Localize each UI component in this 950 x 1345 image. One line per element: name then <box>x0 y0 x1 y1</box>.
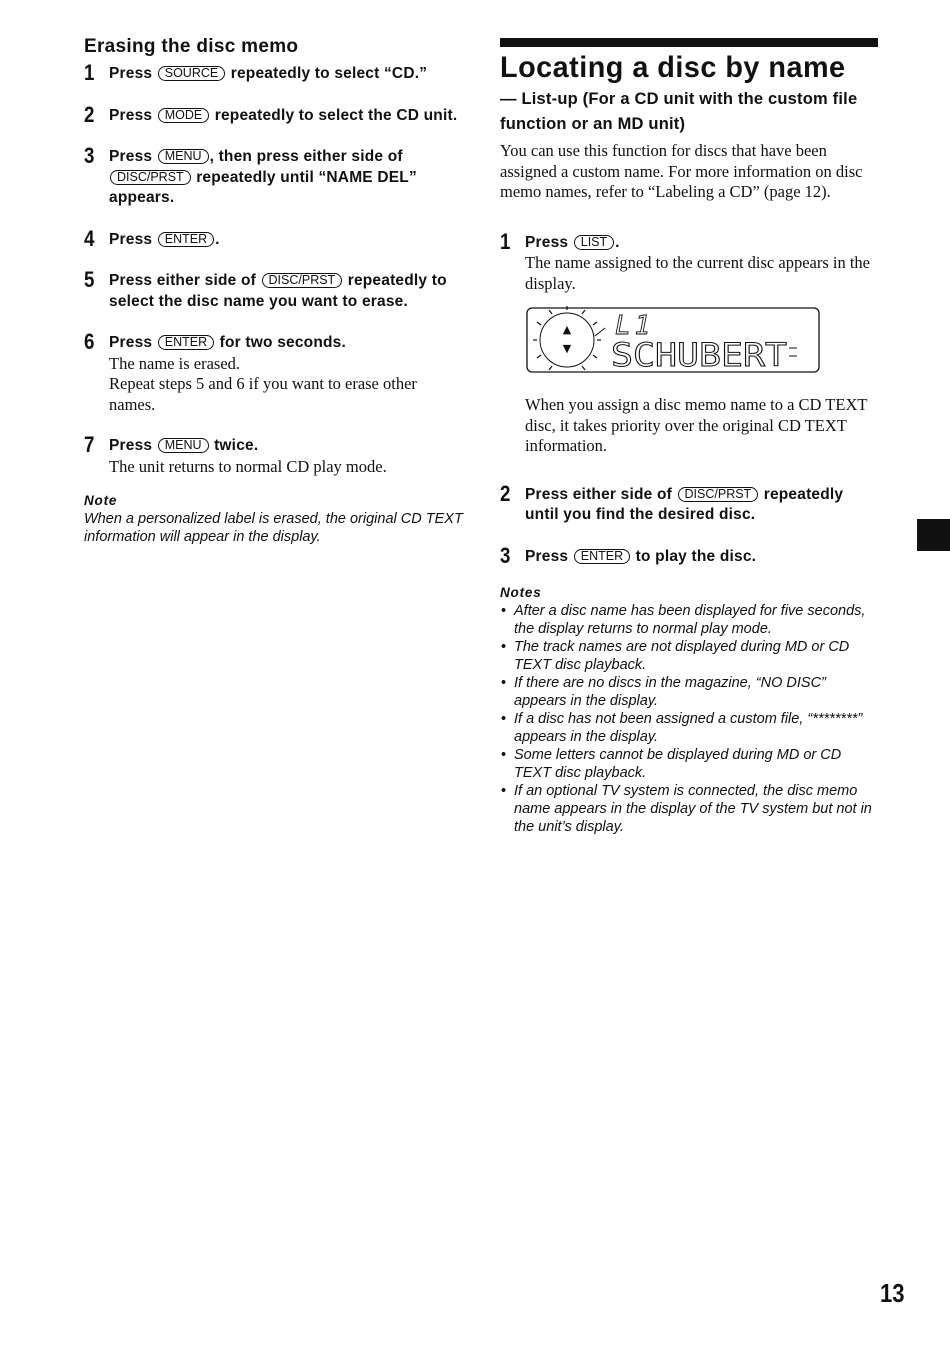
step-number: 4 <box>84 225 95 251</box>
right-step-2 <box>500 480 878 526</box>
left-step-4 <box>84 225 464 251</box>
menu-key: MENU <box>158 149 209 164</box>
step-body-text: The unit returns to normal CD play mode. <box>109 456 387 476</box>
step-instruction: Press SOURCE repeatedly to select “CD.” <box>109 65 428 82</box>
note-item: • If a disc has not been assigned a custom file, “********” appears in the display. <box>500 710 878 746</box>
source-key: SOURCE <box>158 66 225 81</box>
step-instruction: Press ENTER to play the disc. <box>525 547 757 565</box>
lcd-display-illustration <box>525 306 821 374</box>
section-title-erasing: Erasing the disc memo <box>84 36 299 57</box>
right-step-1 <box>500 228 878 457</box>
note-item: • If an optional TV system is connected, the disc memo name appears in the display of the TV system but not in the unit’s display. <box>500 782 878 836</box>
left-step-3 <box>84 143 464 209</box>
step-number: 1 <box>84 60 95 85</box>
note-item: • After a disc name has been displayed for five seconds, the display returns to normal play mode. <box>500 602 878 638</box>
note-item: • The track names are not displayed during MD or CD TEXT disc playback. <box>500 638 878 674</box>
step-body-text: Repeat steps 5 and 6 if you want to erase other names. <box>109 374 417 414</box>
list-key: LIST <box>574 235 614 250</box>
up-arrow-icon: ▲ <box>562 323 572 336</box>
disc-prst-key: DISC/PRST <box>678 487 759 502</box>
left-step-6 <box>84 329 464 415</box>
step-number: 6 <box>84 329 95 354</box>
step-instruction: Press either side of DISC/PRST repeatedly to select the disc name you want to erase. <box>109 272 447 310</box>
step-number: 2 <box>84 101 95 127</box>
left-step-7 <box>84 432 464 477</box>
step-instruction: Press ENTER for two seconds. <box>109 334 346 351</box>
enter-key: ENTER <box>158 335 214 350</box>
notes-list <box>500 602 878 836</box>
lcd-line-2: SCHUBERT <box>611 336 787 374</box>
section-tab-marker <box>917 519 950 551</box>
step-instruction: Press MENU , then press either side of DISC/PRST repeatedly until “NAME DEL” appears. <box>109 148 417 206</box>
left-step-5 <box>84 267 464 312</box>
notes-heading: Notes <box>500 585 542 600</box>
disc-prst-key: DISC/PRST <box>262 273 343 288</box>
step-number: 2 <box>500 480 511 506</box>
left-step-1 <box>84 60 464 85</box>
step-instruction: Press either side of DISC/PRST repeatedly until you find the desired disc. <box>525 485 844 523</box>
left-step-2 <box>84 101 464 127</box>
step-instruction: Press ENTER . <box>109 230 220 248</box>
step-body-text: The name is erased. <box>109 353 241 373</box>
step-body-text: The name assigned to the current disc appears in the display. <box>525 253 871 293</box>
disc-prst-key: DISC/PRST <box>110 170 191 185</box>
note-item: • If there are no discs in the magazine, “NO DISC” appears in the display. <box>500 674 878 710</box>
menu-key: MENU <box>158 438 209 453</box>
lcd-line-1: L1 <box>615 311 655 341</box>
mode-key: MODE <box>158 108 210 123</box>
page-number: 13 <box>880 1278 905 1308</box>
step-instruction: Press MODE repeatedly to select the CD unit. <box>109 106 458 124</box>
step-instruction: Press LIST . <box>525 233 620 251</box>
step-number: 3 <box>84 143 95 168</box>
title-rule <box>500 38 878 47</box>
step-instruction: Press MENU twice. <box>109 437 259 454</box>
enter-key: ENTER <box>158 232 214 247</box>
step-number: 3 <box>500 542 511 568</box>
note-heading: Note <box>84 493 118 508</box>
step-number: 5 <box>84 267 95 292</box>
left-column <box>84 36 464 546</box>
right-column <box>500 38 878 836</box>
dial-icon <box>533 306 601 370</box>
intro-paragraph: You can use this function for discs that have been assigned a custom name. For more information on disc memo names, refer to “Labeling a CD” (page 12). <box>500 141 863 201</box>
note-item: • Some letters cannot be displayed during MD or CD TEXT disc playback. <box>500 746 878 782</box>
right-step-3 <box>500 542 878 568</box>
after-display-text: When you assign a disc memo name to a CD TEXT disc, it takes priority over the original CD TEXT information. <box>525 395 868 455</box>
down-arrow-icon: ▼ <box>562 342 572 355</box>
page-title: Locating a disc by name <box>500 51 846 84</box>
page-subtitle: — List-up (For a CD unit with the custom file function or an MD unit) <box>500 90 858 133</box>
step-number: 1 <box>500 228 511 254</box>
step-number: 7 <box>84 432 95 457</box>
note-text: When a personalized label is erased, the original CD TEXT information will appear in the display. <box>84 511 463 545</box>
enter-key: ENTER <box>574 549 630 564</box>
